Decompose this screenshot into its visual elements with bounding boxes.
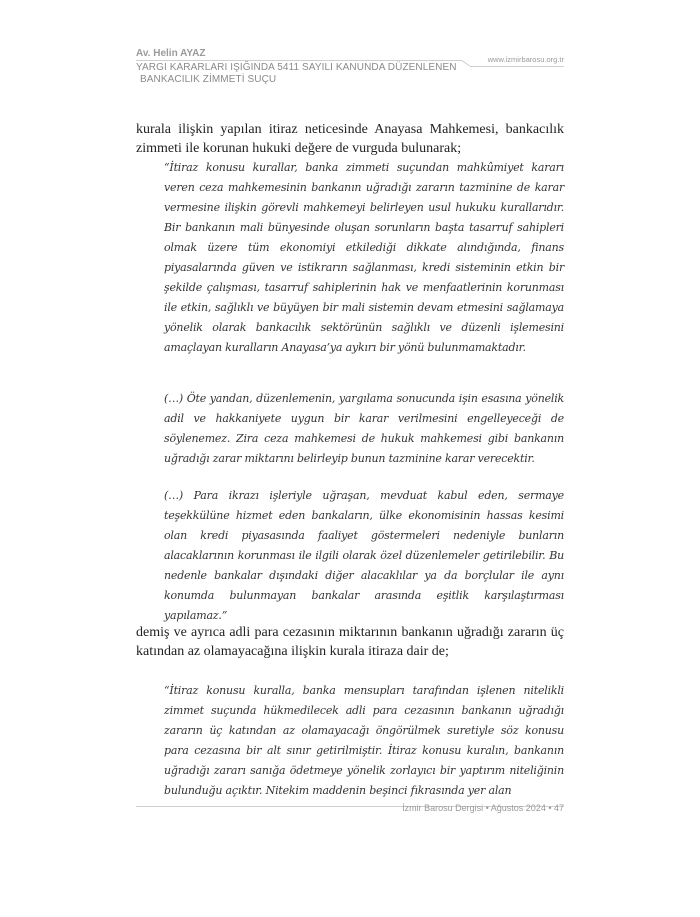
- quote-block-4: “İtiraz konusu kuralla, banka mensupları tarafından işlenen nitelikli zimmet suçunda hükmedilecek adli para cezasının bankanın uğradığı zararın üç katından az olamayacağı öngörülmek suretiyle söz konusu para cezasına bir alt sınır getirilmiştir. İtiraz konusu kuralın, bankanın uğradığı zararı sanığa ödetmeye yönelik zorlayıcı bir yaptırım niteliğinin bulunduğu açıktır. Nitekim maddenin beşinci fıkrasında yer alan: [164, 684, 564, 797]
- header-divider-right: [470, 66, 564, 67]
- body-paragraph-2: demiş ve ayrıca adli para cezasının miktarının bankanın uğradığı zararın üç katından az olamayacağına ilişkin kurala itiraza dair de;: [136, 625, 564, 659]
- header-author: Av. Helin AYAZ: [136, 48, 206, 59]
- header-divider: [136, 60, 462, 61]
- quote-block-1: “İtiraz konusu kurallar, banka zimmeti suçundan mahkûmiyet kararı veren ceza mahkemesinin bankanın uğradığı zararın tazminine de karar vermesine ilişkin görevli mahkemeyi belirleyen usul hukuku kurallarıdır. Bir bankanın mali bünyesinde oluşan sorunların başta tasarruf sahipleri olmak üzere tüm ekonomiyi etkilediği dikkate alındığında, finans piyasalarında güven ve istikrarın sağlanması, kredi sisteminin etkin bir şekilde çalışması, tasarruf sahiplerinin hak ve menfaatlerinin korunması ile etkin, sağlıklı ve büyüyen bir mali sistemin devam etmesini sağlamaya yönelik olarak bankacılık sektörünün sağlıklı ve düzenli işlemesini amaçlayan kuralların Anayasa’ya aykırı bir yönü bulunmamaktadır.: [164, 161, 564, 354]
- quote-block-2: (…) Öte yandan, düzenlemenin, yargılama sonucunda işin esasına yönelik adil ve hakkaniyete uygun bir karar verilmesini engelleyeceği de söylenemez. Zira ceza mahkemesi de hukuk mahkemesi gibi bankanın uğradığı zarar miktarını belirleyip bunun tazminine karar verecektir.: [164, 392, 564, 465]
- header-title-line-1: YARGI KARARLARI IŞIĞINDA 5411 SAYILI KANUNDA DÜZENLENEN: [136, 62, 457, 73]
- quote-block-3: (…) Para ikrazı işleriyle uğraşan, mevduat kabul eden, sermaye teşekkülüne hizmet eden bankaların, ülke ekonomisinin hassas kesimi olan kredi piyasasında faaliyet göstermeleri nedeniyle bunların alacaklarının korunması ile ilgili olarak özel düzenlemeler getirilebilir. Bu nedenle bankalar dışındaki diğer alacaklılar ya da borçlular ile aynı konumda bulunmayan bankalar arasında eşitlik karşılaştırması yapılamaz.”: [164, 489, 564, 622]
- header-title-line-2: BANKACILIK ZİMMETİ SUÇU: [140, 74, 277, 85]
- header-url: www.izmirbarosu.org.tr: [487, 55, 564, 64]
- footer-page-info: İzmir Barosu Dergisi • Ağustos 2024 • 47: [402, 803, 564, 813]
- body-paragraph-1: kurala ilişkin yapılan itiraz neticesinde Anayasa Mahkemesi, bankacılık zimmeti ile korunan hukuki değere de vurguda bulunarak;: [136, 122, 564, 156]
- header-article-title: [136, 62, 466, 86]
